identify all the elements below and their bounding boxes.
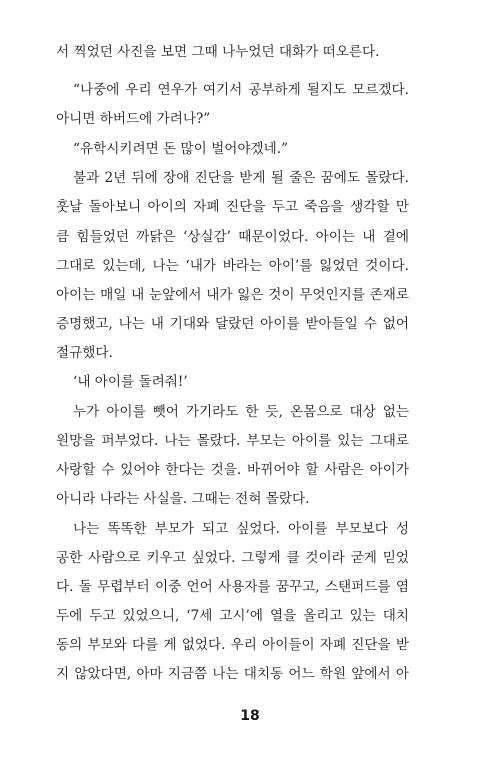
body-line: 불과 2년 뒤에 장애 진단을 받게 될 줄은 꿈에도 몰랐다. xyxy=(73,170,409,186)
body-line: 아니라 나라는 사실을. 그때는 전혀 몰랐다. xyxy=(56,491,310,507)
body-line: 절규했다. xyxy=(56,345,113,361)
body-line: 동의 부모와 다를 게 없었다. 우리 아이들이 자폐 진단을 받 xyxy=(56,637,409,653)
body-line: 큼 힘들었던 까닭은 ‘상실감’ 때문이었다. 아이는 내 곁에 xyxy=(56,229,409,245)
body-line: 다. 돌 무렵부터 이중 언어 사용자를 꿈꾸고, 스탠퍼드를 염 xyxy=(56,579,409,595)
body-line: 훗날 돌아보니 아이의 자폐 진단을 두고 죽음을 생각할 만 xyxy=(56,199,409,215)
body-line: 두에 두고 있었으니, ‘7세 고시’에 열을 올리고 있는 대치 xyxy=(56,608,409,624)
body-line: ‘내 아이를 돌려줘!’ xyxy=(73,374,188,390)
body-line: 서 찍었던 사진을 보면 그때 나누었던 대화가 떠오른다. xyxy=(56,44,380,60)
body-line: 그대로 있는데, 나는 ‘내가 바라는 아이’를 잃었던 것이다. xyxy=(56,258,409,274)
body-line: 아이는 매일 내 눈앞에서 내가 잃은 것이 무엇인지를 존재로 xyxy=(56,287,409,303)
body-line: 누가 아이를 뺏어 가기라도 한 듯, 온몸으로 대상 없는 xyxy=(73,404,409,420)
body-line: 증명했고, 나는 내 기대와 달랐던 아이를 받아들일 수 없어 xyxy=(56,316,409,332)
body-line: 아니면 하버드에 가려나?” xyxy=(56,111,211,127)
body-line: 나는 똑똑한 부모가 되고 싶었다. 아이를 부모보다 성 xyxy=(73,521,409,537)
body-line: 원망을 퍼부었다. 나는 몰랐다. 부모는 아이를 있는 그대로 xyxy=(56,433,409,449)
body-line: 지 않았다면, 아마 지금쯤 나는 대치동 어느 학원 앞에서 아 xyxy=(56,666,409,682)
body-line: “나중에 우리 연우가 여기서 공부하게 될지도 모르겠다. xyxy=(73,82,409,98)
body-line: “유학시키려면 돈 많이 벌어야겠네.” xyxy=(73,141,289,157)
body-line: 공한 사람으로 키우고 싶었다. 그렇게 클 것이라 굳게 믿었 xyxy=(56,550,409,566)
body-line: 사랑할 수 있어야 한다는 것을. 바뀌어야 할 사람은 아이가 xyxy=(56,462,409,478)
page-number: 18 xyxy=(240,708,260,724)
